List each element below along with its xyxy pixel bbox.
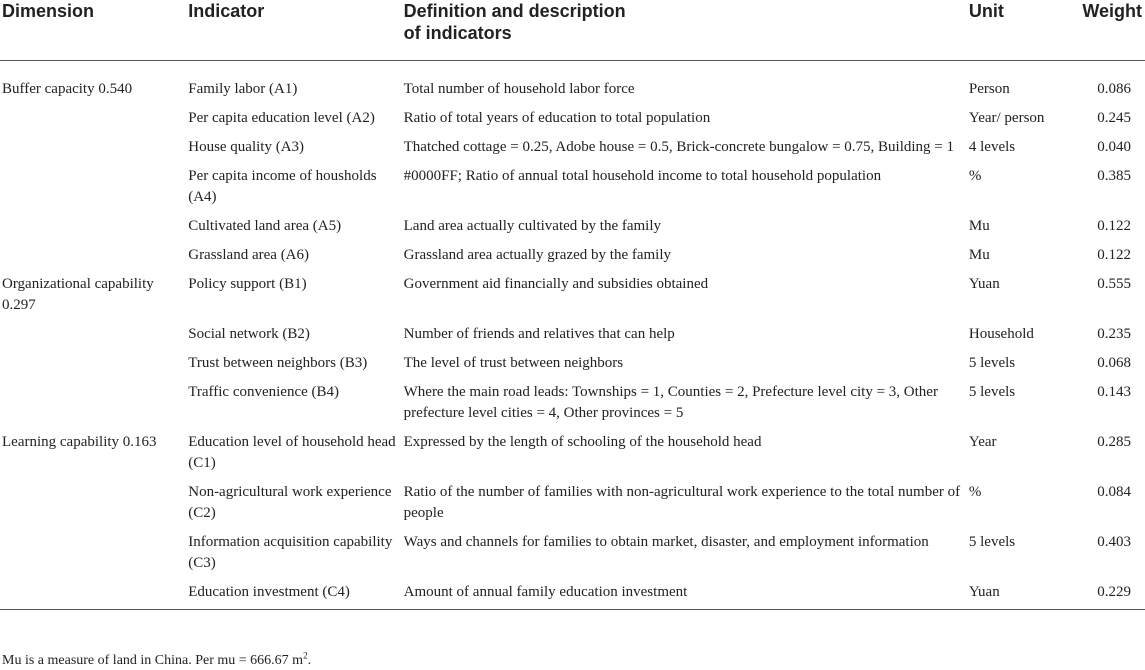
cell-indicator: Grassland area (A6) xyxy=(188,246,310,263)
cell-definition: Land area actually cultivated by the family xyxy=(403,217,662,234)
table-row xyxy=(0,269,1145,319)
cell-dimension xyxy=(0,577,188,610)
cell-indicator: Per capita education level (A2) xyxy=(188,109,375,126)
cell-unit: Yuan xyxy=(968,583,1000,600)
cell-unit: Yuan xyxy=(968,275,1000,292)
cell-weight: 0.084 xyxy=(1097,483,1131,500)
cell-indicator: Per capita income of housholds (A4) xyxy=(188,167,377,205)
cell-definition: Ratio of total years of education to total population xyxy=(403,109,711,126)
cell-dimension: Buffer capacity 0.540 xyxy=(2,80,133,97)
header-dimension: Dimension xyxy=(2,1,95,21)
cell-weight: 0.122 xyxy=(1097,217,1131,234)
header-row xyxy=(0,0,1145,60)
cell-weight: 0.122 xyxy=(1097,246,1131,263)
cell-weight: 0.403 xyxy=(1097,533,1131,550)
cell-definition: Ratio of the number of families with non-agricultural work experience to the total number of people xyxy=(403,483,961,521)
cell-definition: Amount of annual family education investment xyxy=(403,583,688,600)
table-row xyxy=(0,211,1145,240)
cell-unit: Year xyxy=(968,433,997,450)
header-weight: Weight xyxy=(1082,1,1142,21)
cell-weight: 0.235 xyxy=(1097,325,1131,342)
header-indicator: Indicator xyxy=(188,1,265,21)
cell-unit: Mu xyxy=(968,246,990,263)
table-row xyxy=(0,427,1145,477)
cell-unit: 5 levels xyxy=(968,533,1016,550)
cell-dimension xyxy=(0,527,188,577)
cell-definition: Thatched cottage = 0.25, Adobe house = 0.5, Brick-concrete bungalow = 0.75, Building = 1 xyxy=(403,138,955,155)
cell-definition: Ways and channels for families to obtain market, disaster, and employment information xyxy=(403,533,929,550)
cell-unit: 5 levels xyxy=(968,354,1016,371)
table-row xyxy=(0,319,1145,348)
cell-definition: #0000FF; Ratio of annual total household income to total household population xyxy=(403,167,882,184)
header-definition xyxy=(404,0,969,60)
cell-indicator: Social network (B2) xyxy=(188,325,310,342)
table-row xyxy=(0,103,1145,132)
cell-indicator: Policy support (B1) xyxy=(188,275,307,292)
cell-indicator: Education investment (C4) xyxy=(188,583,350,600)
cell-dimension xyxy=(0,103,188,132)
cell-definition: The level of trust between neighbors xyxy=(403,354,624,371)
cell-definition: Grassland area actually grazed by the family xyxy=(403,246,672,263)
cell-indicator: Family labor (A1) xyxy=(188,80,298,97)
cell-dimension: Learning capability 0.163 xyxy=(2,433,157,450)
header-unit: Unit xyxy=(968,1,1004,21)
cell-weight: 0.040 xyxy=(1097,138,1131,155)
cell-dimension xyxy=(0,161,188,211)
cell-unit: Mu xyxy=(968,217,990,234)
cell-weight: 0.285 xyxy=(1097,433,1131,450)
cell-definition: Expressed by the length of schooling of the household head xyxy=(403,433,762,450)
table-row xyxy=(0,527,1145,577)
cell-dimension xyxy=(0,240,188,269)
table-row xyxy=(0,477,1145,527)
cell-weight: 0.068 xyxy=(1097,354,1131,371)
cell-unit: Household xyxy=(968,325,1034,342)
cell-unit: 5 levels xyxy=(968,383,1016,400)
cell-dimension xyxy=(0,377,188,427)
cell-dimension xyxy=(0,319,188,348)
cell-indicator: Trust between neighbors (B3) xyxy=(188,354,368,371)
cell-definition: Government aid financially and subsidies obtained xyxy=(403,275,709,292)
header-definition-line2: of indicators xyxy=(403,23,512,43)
cell-unit: % xyxy=(968,483,982,500)
cell-dimension xyxy=(0,477,188,527)
cell-weight: 0.555 xyxy=(1097,275,1131,292)
cell-unit: Person xyxy=(968,80,1010,97)
table-row xyxy=(0,348,1145,377)
header-definition-line1: Definition and description xyxy=(403,1,626,21)
cell-definition: Number of friends and relatives that can help xyxy=(403,325,675,342)
cell-unit: 4 levels xyxy=(968,138,1016,155)
cell-weight: 0.229 xyxy=(1097,583,1131,600)
cell-definition: Total number of household labor force xyxy=(403,80,635,97)
table-row xyxy=(0,132,1145,161)
table-row xyxy=(0,377,1145,427)
cell-unit: Year/ person xyxy=(968,109,1045,126)
table-body xyxy=(0,60,1145,609)
footnote-text: Mu is a measure of land in China. Per mu = 666.67 m xyxy=(2,653,304,668)
cell-indicator: Non-agricultural work experience (C2) xyxy=(188,483,392,521)
cell-weight: 0.385 xyxy=(1097,167,1131,184)
cell-definition: Where the main road leads: Townships = 1, Counties = 2, Prefecture level city = 3, Other prefecture level cities = 4, Other provinces = 5 xyxy=(403,383,938,421)
cell-indicator: Education level of household head (C1) xyxy=(188,433,396,471)
table-footnote xyxy=(2,652,311,670)
footnote-superscript: 2 xyxy=(303,650,308,661)
table-row xyxy=(0,240,1145,269)
cell-dimension xyxy=(0,348,188,377)
cell-unit: % xyxy=(968,167,982,184)
table-row xyxy=(0,161,1145,211)
cell-dimension xyxy=(0,132,188,161)
cell-dimension xyxy=(0,211,188,240)
cell-indicator: House quality (A3) xyxy=(188,138,305,155)
cell-weight: 0.086 xyxy=(1097,80,1131,97)
cell-indicator: Traffic convenience (B4) xyxy=(188,383,340,400)
cell-dimension: Organizational capability 0.297 xyxy=(2,275,154,313)
cell-weight: 0.245 xyxy=(1097,109,1131,126)
cell-weight: 0.143 xyxy=(1097,383,1131,400)
cell-indicator: Cultivated land area (A5) xyxy=(188,217,342,234)
table-row xyxy=(0,577,1145,610)
footnote-suffix: . xyxy=(307,653,312,668)
cell-indicator: Information acquisition capability (C3) xyxy=(188,533,393,571)
table-row xyxy=(0,60,1145,103)
